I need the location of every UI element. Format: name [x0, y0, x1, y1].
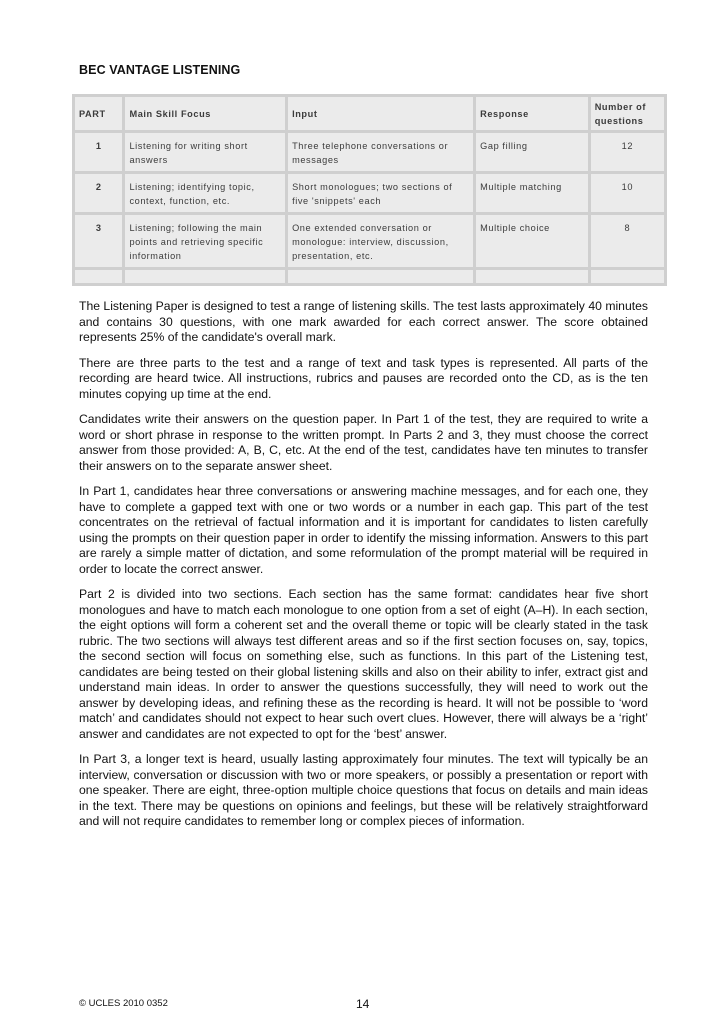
- cell-response: Gap filling: [476, 133, 588, 171]
- cell-response: Multiple matching: [476, 174, 588, 212]
- cell-input: Short monologues; two sections of five 'snippets' each: [288, 174, 473, 212]
- cell-number-of-questions: 12: [591, 133, 664, 171]
- cell-input: One extended conversation or monologue: interview, discussion, presentation, etc.: [288, 215, 473, 267]
- table-header-row: [75, 97, 664, 130]
- paragraph-answers: Candidates write their answers on the question paper. In Part 1 of the test, they are required to write a word or short phrase in response to the written prompt. In Parts 2 and 3, they must choose the correct answer from those provided: A, B, C, etc. At the end of the test, candidates have ten minutes to transfer their answers on to the separate answer sheet.: [79, 412, 648, 473]
- paragraph-parts: There are three parts to the test and a range of text and task types is represented. All parts of the recording are heard twice. All instructions, rubrics and pauses are recorded onto the CD, as is the ten minutes copying up time at the end.: [79, 355, 648, 401]
- header-main-skill-focus: Main Skill Focus: [125, 97, 285, 130]
- table-row: [75, 215, 664, 267]
- cell-part: 2: [75, 174, 122, 212]
- cell-skill-focus: Listening for writing short answers: [125, 133, 285, 171]
- test-format-table: [72, 94, 667, 286]
- header-input: Input: [288, 97, 473, 130]
- empty-cell: [125, 270, 285, 283]
- cell-response: Multiple choice: [476, 215, 588, 267]
- header-response: Response: [476, 97, 588, 130]
- body-text: [79, 299, 648, 840]
- cell-part: 1: [75, 133, 122, 171]
- cell-skill-focus: Listening; identifying topic, context, function, etc.: [125, 174, 285, 212]
- table-row: [75, 133, 664, 171]
- paragraph-part-1: In Part 1, candidates hear three conversations or answering machine messages, and for each one, they have to complete a gapped text with one or two words or a number in each gap. This part of the test concentrates on the retrieval of factual information and it is important for candidates to listen carefully using the prompts on their question paper in order to identify the missing information. Answers to this part are rarely a simple matter of dictation, and some reformulation of the prompt material will be required in order to locate the correct answer.: [79, 484, 648, 576]
- cell-number-of-questions: 8: [591, 215, 664, 267]
- cell-input: Three telephone conversations or messages: [288, 133, 473, 171]
- table-empty-row: [75, 270, 664, 283]
- cell-part: 3: [75, 215, 122, 267]
- header-number-of-questions: Number of questions: [591, 97, 664, 130]
- footer-copyright: © UCLES 2010 0352: [79, 998, 168, 1009]
- header-part: PART: [75, 97, 122, 130]
- page-number: 14: [356, 997, 370, 1011]
- cell-number-of-questions: 10: [591, 174, 664, 212]
- table-row: [75, 174, 664, 212]
- empty-cell: [591, 270, 664, 283]
- cell-skill-focus: Listening; following the main points and retrieving specific information: [125, 215, 285, 267]
- paragraph-part-3: In Part 3, a longer text is heard, usually lasting approximately four minutes. The text will typically be an interview, conversation or discussion with two or more speakers, or possibly a presentation or report with one speaker. There are eight, three-option multiple choice questions that focus on details and main ideas in the text. There may be questions on opinions and feelings, but these will be relatively straightforward and will not require candidates to remember long or complex pieces of information.: [79, 752, 648, 828]
- empty-cell: [288, 270, 473, 283]
- paragraph-overview: The Listening Paper is designed to test a range of listening skills. The test lasts approximately 40 minutes and contains 30 questions, with one mark awarded for each correct answer. The score obtained represents 25% of the candidate's overall mark.: [79, 299, 648, 344]
- paragraph-part-2: Part 2 is divided into two sections. Each section has the same format: candidates hear five short monologues and have to match each monologue to one option from a set of eight (A–H). In each section, the eight options will form a coherent set and the overall theme or topic will be clearly stated in the task rubric. The two sections will always test different areas and so if the first section focuses on, say, topics, the second section will focus on something else, such as functions. In this part of the Listening test, candidates are being tested on their global listening skills and also on their ability to infer, extract gist and understand main ideas. In order to answer the questions successfully, they will need to work out the answer by developing ideas, and refining these as the recording is heard. It will not be possible to ‘word match’ and candidates should not expect to hear such overt clues. However, there will always be a ‘right’ answer and candidates are not expected to opt for the ‘best’ answer.: [79, 587, 648, 741]
- empty-cell: [476, 270, 588, 283]
- page-heading: BEC VANTAGE LISTENING: [79, 63, 241, 77]
- empty-cell: [75, 270, 122, 283]
